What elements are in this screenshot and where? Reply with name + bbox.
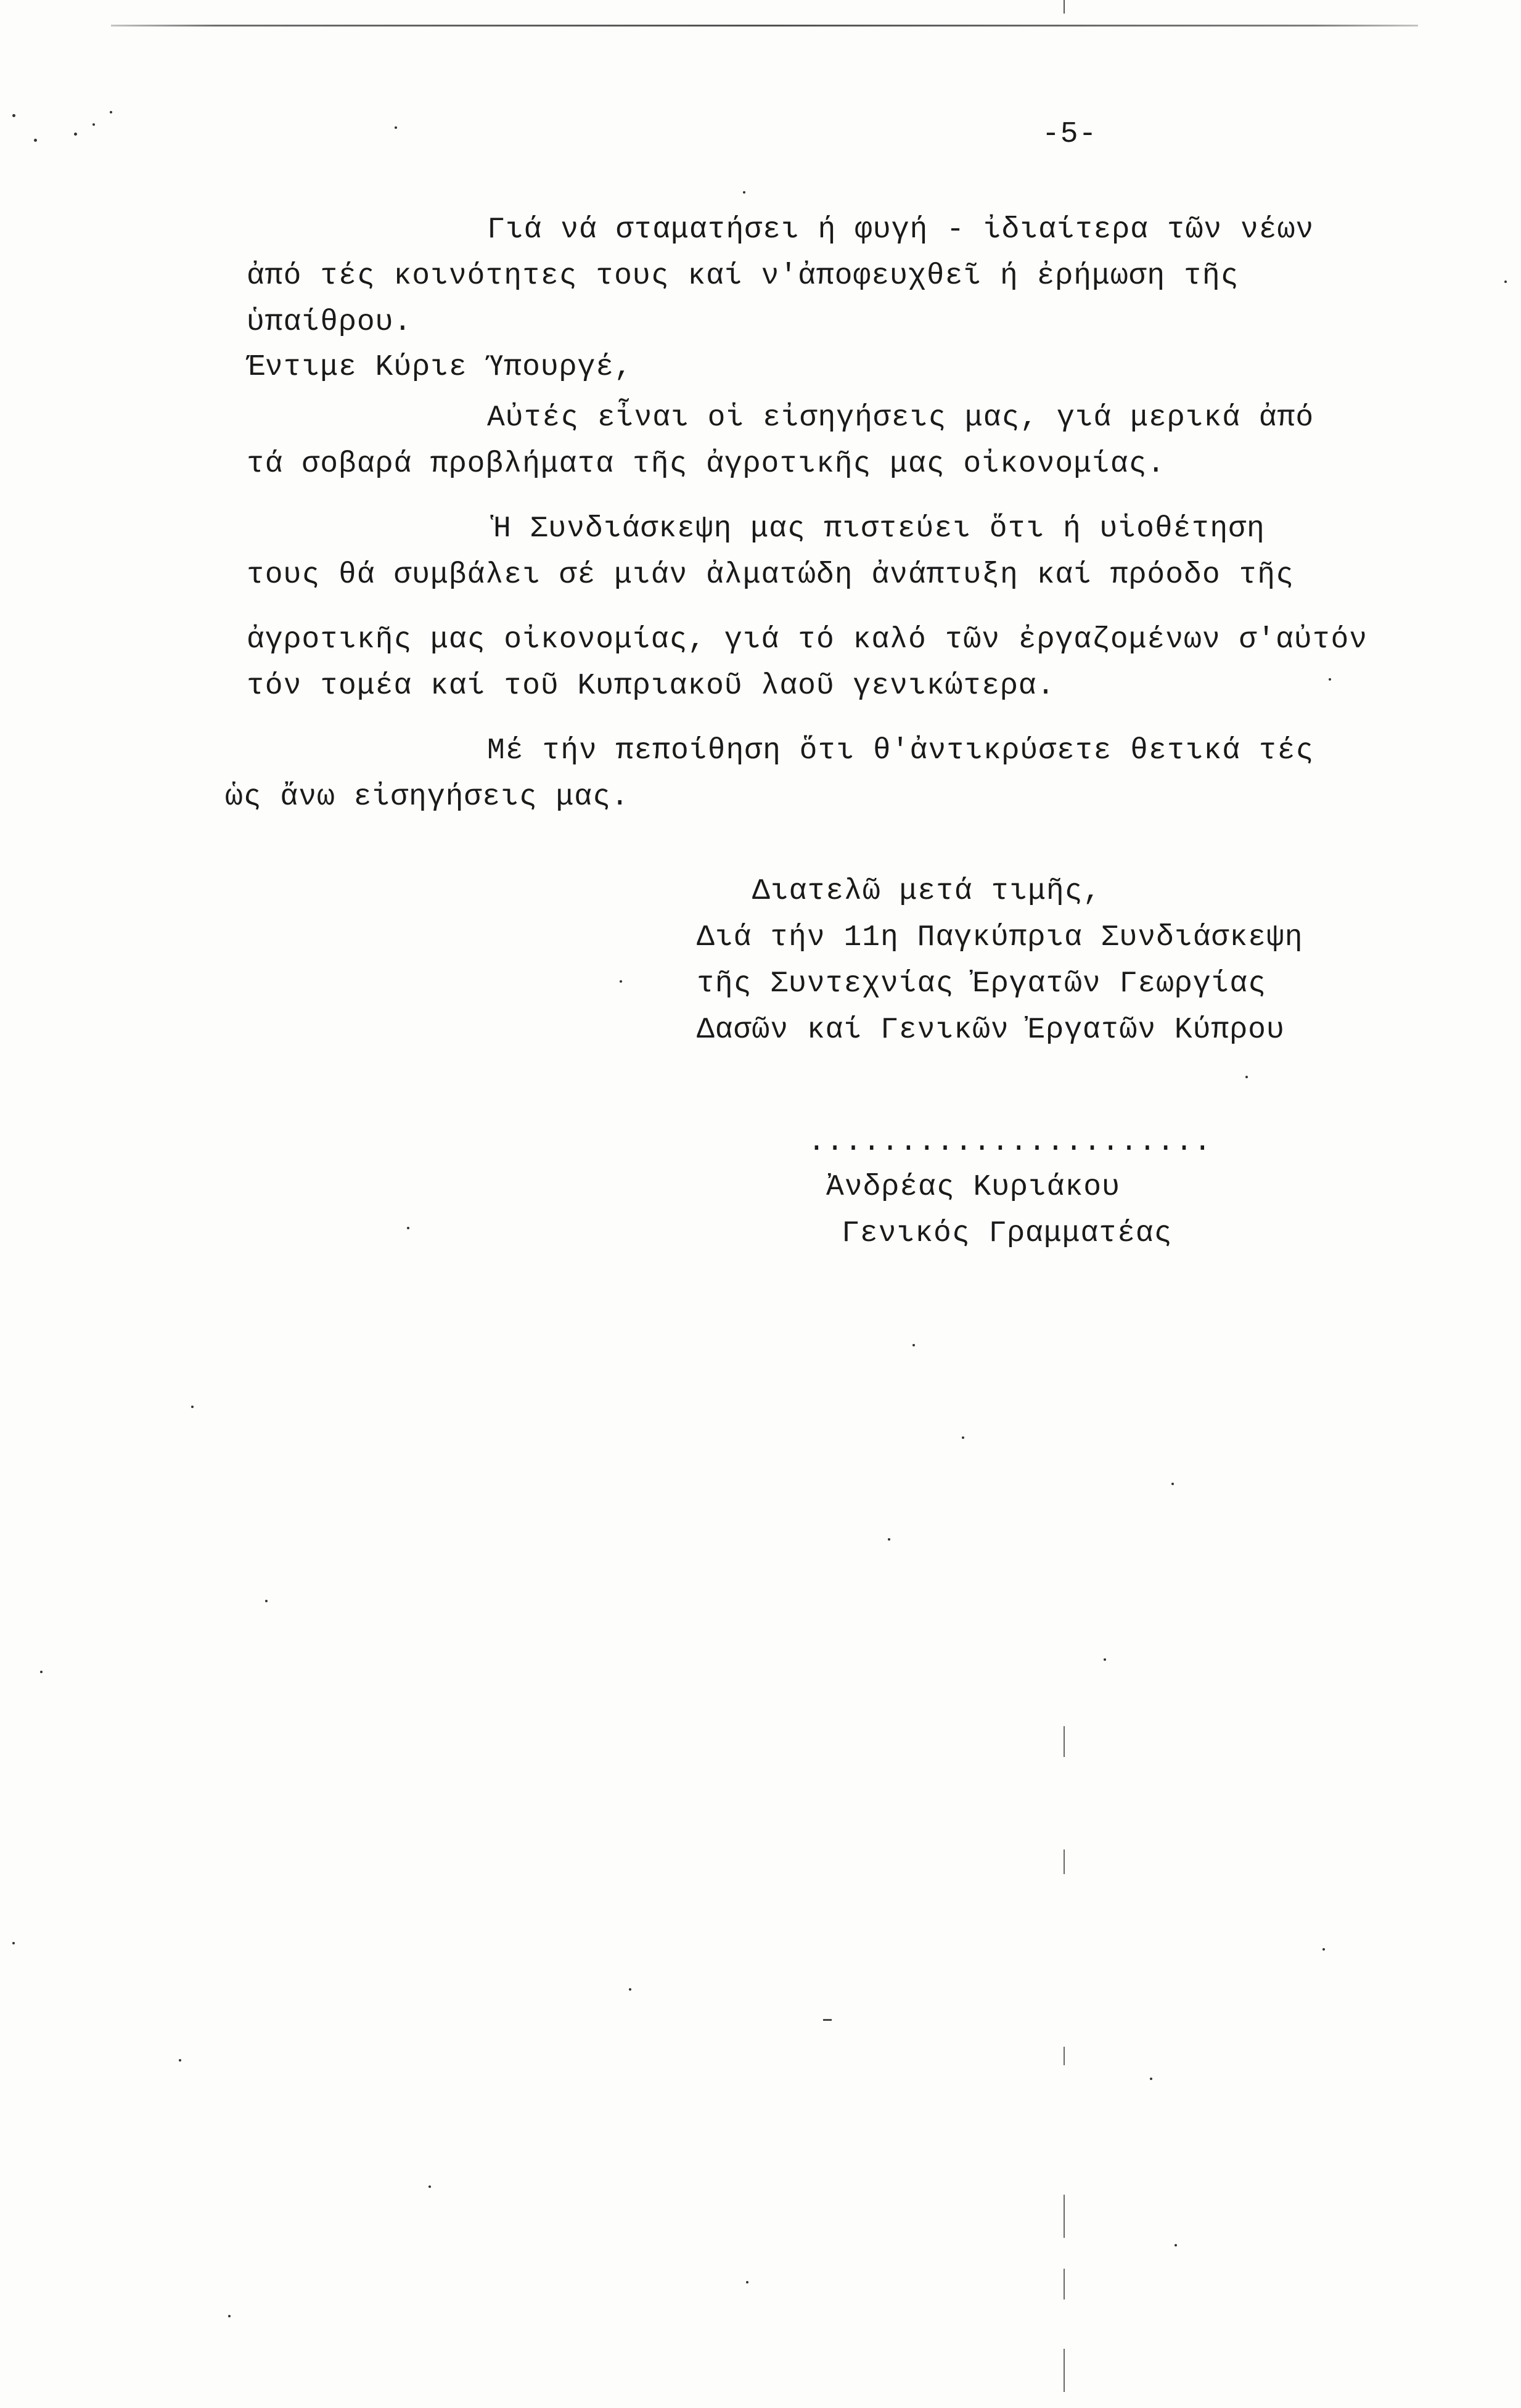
scan-speck [40, 1671, 43, 1673]
paragraph-2-line-2: τά σοβαρά προβλήματα τῆς ἀγροτικῆς μας οἰκονομίας. [247, 448, 1166, 481]
paragraph-3-line-4: τόν τομέα καί τοῦ Κυπριακοῦ λαοῦ γενικώτερα. [247, 670, 1056, 703]
paragraph-3-line-2: τους θά συμβάλει σέ μιάν ἀλματώδη ἀνάπτυξη καί πρόοδο τῆς [247, 559, 1294, 592]
scan-speck [92, 123, 95, 126]
paragraph-1-line-3: ὑπαίθρου. [247, 306, 412, 339]
paragraph-3-line-1: Ἡ Συνδιάσκεψη μας πιστεύει ὅτι ή υἱοθέτηση [493, 512, 1265, 546]
scan-speck [1175, 2244, 1177, 2246]
scan-speck [746, 2281, 748, 2283]
scan-speck [74, 133, 77, 136]
scan-speck [265, 1600, 268, 1602]
scan-speck [1245, 1076, 1248, 1078]
scan-speck [1504, 281, 1507, 283]
scan-speck [912, 1344, 915, 1346]
paragraph-3-line-3: ἀγροτικῆς μας οἰκονομίας, γιά τό καλό τῶν ἐργαζομένων σ'αὐτόν [247, 623, 1368, 657]
closing-line-3: τῆς Συντεχνίας Ἐργατῶν Γεωργίας [697, 967, 1266, 1001]
scan-speck [1171, 1483, 1174, 1485]
scan-mark [1064, 2047, 1065, 2065]
scan-speck [407, 1227, 409, 1229]
scan-mark [1064, 2269, 1065, 2299]
scan-speck [34, 139, 37, 142]
closing-line-1: Διατελῶ μετά τιμῆς, [752, 875, 1102, 908]
scan-speck [228, 2315, 231, 2317]
scan-speck [12, 1942, 15, 1944]
page-number: -5- [1042, 118, 1097, 151]
closing-line-4: Δασῶν καί Γενικῶν Ἐργατῶν Κύπρου [697, 1014, 1285, 1047]
scan-speck [428, 2185, 431, 2188]
scan-speck [743, 191, 745, 194]
paragraph-4-line-1: Μέ τήν πεποίθηση ὅτι θ'ἀντικρύσετε θετικά τές [487, 734, 1314, 768]
scan-speck [620, 980, 622, 983]
scan-speck [12, 114, 15, 117]
scan-mark [1064, 1726, 1065, 1757]
scan-speck [395, 126, 397, 129]
salutation: Έντιμε Κύριε Ύπουργέ, [247, 351, 633, 384]
scan-speck [888, 1538, 890, 1541]
scan-speck [629, 1988, 631, 1991]
signature-dots: ...................... [808, 1126, 1212, 1159]
scan-mark [1064, 2195, 1065, 2238]
signatory-title: Γενικός Γραμματέας [842, 1217, 1173, 1250]
top-scan-tick [1064, 0, 1065, 14]
signatory-name: Ἀνδρέας Κυριάκου [826, 1171, 1120, 1204]
scan-speck [1322, 1948, 1325, 1951]
scan-speck [1150, 2078, 1152, 2080]
paragraph-1-line-1: Γιά νά σταματήσει ή φυγή - ἰδιαίτερα τῶν νέων [487, 213, 1314, 247]
scan-speck [1104, 1658, 1106, 1661]
scan-speck [191, 1406, 194, 1408]
scan-speck [962, 1436, 964, 1439]
closing-line-2: Διά τήν 11η Παγκύπρια Συνδιάσκεψη [697, 921, 1303, 954]
paragraph-1-line-2: ἀπό τές κοινότητες τους καί ν'ἀποφευχθεῖ ή ἐρήμωση τῆς [247, 260, 1239, 293]
scan-speck [1329, 678, 1331, 681]
scan-mark [1064, 1849, 1065, 1874]
top-scan-edge [111, 25, 1418, 27]
scan-speck [110, 111, 112, 113]
scan-mark [1064, 2349, 1065, 2392]
paragraph-2-line-1: Αὐτές εἶναι οἱ εἰσηγήσεις μας, γιά μερικά ἀπό [487, 401, 1314, 435]
paragraph-4-line-2: ὡς ἄνω εἰσηγήσεις μας. [225, 780, 629, 814]
scan-mark [823, 2019, 832, 2021]
scan-speck [179, 2059, 181, 2062]
